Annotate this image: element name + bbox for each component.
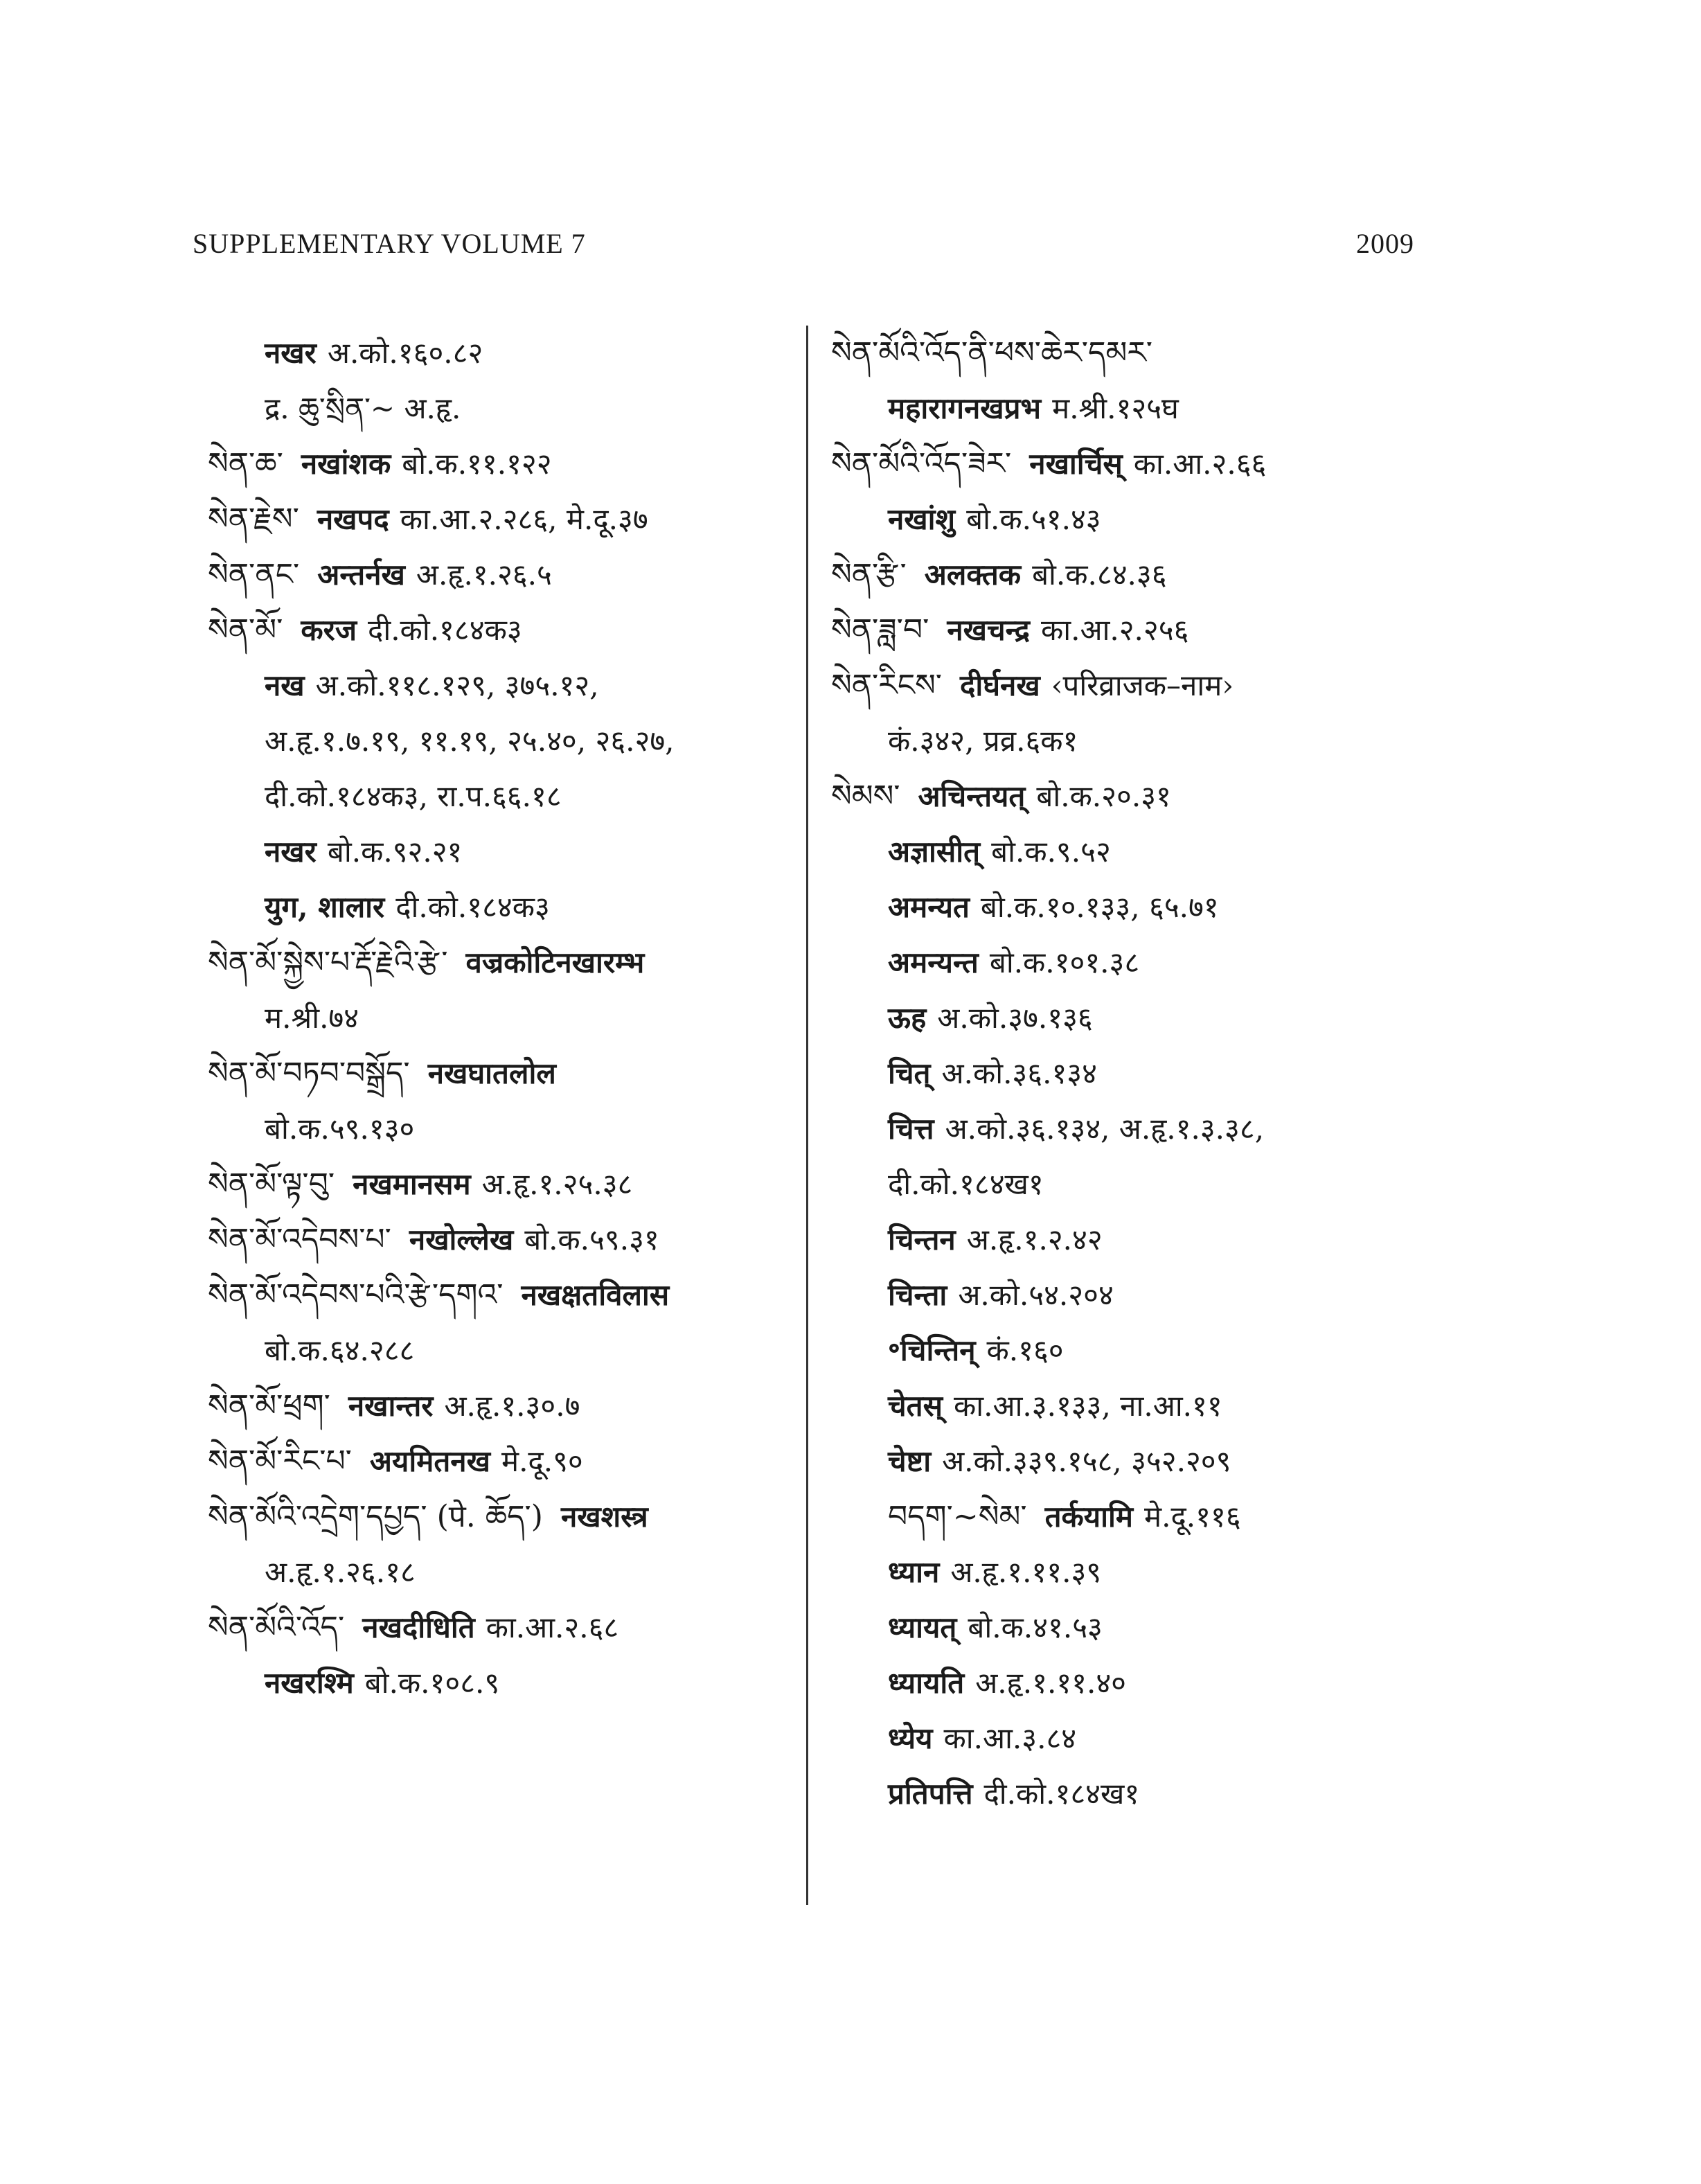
tibetan-term: སེན་མོ་ལྟ་བུ་ [208, 1166, 335, 1202]
dictionary-entry-line [208, 935, 817, 991]
source-reference: बो.क.४१.५३ [968, 1610, 1103, 1644]
source-reference: दी.को.१८४ख१ [983, 1777, 1140, 1811]
dictionary-entry-line [208, 381, 817, 436]
source-reference: अ.को.३६.१३४, अ.हृ.१.३.३८, [945, 1112, 1265, 1146]
source-reference: अ.हृ.१.११.४० [975, 1666, 1127, 1700]
sanskrit-headword: युग, शालार [265, 890, 385, 924]
source-reference: का.आ.३.१३३, ना.आ.११ [954, 1389, 1222, 1423]
dictionary-entry-line [208, 1157, 817, 1212]
sanskrit-headword: चित्त [888, 1112, 934, 1146]
source-reference: अ.हृ.१.३०.७ [444, 1389, 580, 1423]
tibetan-term: སེན་ཟླ་བ་ [831, 612, 929, 648]
sanskrit-headword: नखांशक [301, 447, 391, 481]
source-reference: मे.दू.९० [501, 1444, 583, 1478]
sanskrit-headword: दीर्घनख [960, 668, 1040, 702]
source-reference: बो.क.२०.३१ [1036, 779, 1171, 813]
tibetan-term: སེན་ཆ་ [208, 446, 283, 481]
dictionary-entry-line [831, 603, 1441, 658]
source-reference: अ.हृ.१.२.४२ [966, 1223, 1103, 1257]
source-reference: बो.क.१०१.३८ [989, 945, 1140, 979]
sanskrit-headword: अलक्तक [924, 558, 1022, 592]
sanskrit-headword: ध्येय [888, 1721, 933, 1755]
dictionary-entry-line [208, 1600, 817, 1655]
dictionary-entry-line [831, 1157, 1441, 1212]
dictionary-entry-line [208, 603, 817, 658]
sanskrit-headword: ॰चिन्तिन् [888, 1333, 976, 1367]
sanskrit-headword: अन्तर्नख [317, 558, 405, 592]
dictionary-entry-line [831, 1489, 1441, 1545]
source-reference: का.आ.२.२५६ [1040, 613, 1189, 647]
dictionary-entry-line [208, 436, 817, 492]
source-reference: अ.हृ.१.२६.१८ [265, 1555, 416, 1589]
sanskrit-headword: नखान्तर [348, 1389, 434, 1423]
sanskrit-headword: ध्यायति [888, 1666, 965, 1700]
dictionary-entry-line [831, 1323, 1441, 1378]
source-reference: अ.को.३६.१३४ [941, 1056, 1097, 1090]
dictionary-entry-line [831, 547, 1441, 603]
sanskrit-headword: नखघातलोल [427, 1056, 556, 1090]
dictionary-entry-line [208, 769, 817, 824]
source-reference: बो.क.१०.१३३, ६५.७१ [980, 890, 1219, 924]
left-column [208, 326, 817, 1711]
dictionary-entry-line [208, 658, 817, 713]
dictionary-entry-line [208, 326, 817, 381]
tibetan-term: བདག་~སེམ་ [888, 1499, 1027, 1534]
tibetan-term: སེན་རྩི་ [831, 557, 907, 592]
dictionary-entry-line [831, 880, 1441, 935]
tibetan-term: སེན་མོ་ཕྲག་ [208, 1388, 330, 1423]
tibetan-term: སེན་མོ་འདེབས་པའི་རྩེ་དགའ་ [208, 1277, 504, 1313]
source-reference: बो.क.११.१२२ [402, 447, 552, 481]
tibetan-term: སེན་མོ་རིང་པ་ [208, 1444, 352, 1479]
sanskrit-headword: ऊह [888, 1001, 927, 1035]
source-reference: बो.क.८४.३६ [1032, 558, 1167, 592]
dictionary-entry-line [208, 1378, 817, 1434]
dictionary-entry-line [208, 1434, 817, 1489]
sanskrit-headword: नखचन्द्र [947, 613, 1030, 647]
source-reference: अ.को.११८.१२९, ३७५.१२, [315, 668, 599, 702]
dictionary-entry-line [208, 991, 817, 1046]
source-reference: का.आ.२.६८ [486, 1610, 619, 1644]
tibetan-term: སེམས་ [831, 779, 900, 814]
sanskrit-headword: महारागनखप्रभ [888, 391, 1042, 425]
source-reference: दी.को.१८४ख१ [888, 1167, 1044, 1201]
source-reference: अ.हृ.१.२५.३८ [481, 1167, 633, 1201]
sanskrit-headword: प्रतिपत्ति [888, 1777, 973, 1811]
tibetan-term: སེན་མོ་འདེབས་པ་ [208, 1222, 391, 1257]
sanskrit-headword: अज्ञासीत् [888, 835, 981, 869]
tibetan-term: སེན་མོ་ [208, 612, 283, 648]
dictionary-entry-line [208, 1046, 817, 1101]
source-reference: बो.क.५१.४३ [966, 502, 1101, 536]
source-reference: कं.३४२, प्रव्र.६क१ [888, 724, 1078, 758]
dictionary-entry-line [831, 1268, 1441, 1323]
tibetan-term: སེན་ནང་ [208, 557, 300, 592]
sanskrit-headword: चेतस् [888, 1389, 943, 1423]
page-number: 2009 [1356, 228, 1414, 259]
dictionary-entry-line [831, 824, 1441, 880]
sanskrit-headword: नखदीधिति [362, 1610, 475, 1644]
source-reference: बो.क.५९.१३० [265, 1112, 415, 1146]
sanskrit-headword: अमन्यत [888, 890, 970, 924]
dictionary-entry-line [831, 1212, 1441, 1268]
dictionary-entry-line [208, 547, 817, 603]
sanskrit-headword: नखार्चिस् [1029, 447, 1123, 481]
sanskrit-headword: वज्रकोटिनखारम्भ [465, 945, 645, 979]
tibetan-term: སེན་མོ་སྐྱེས་པ་རྡོ་རྗེའི་རྩེ་ [208, 945, 448, 980]
sanskrit-headword: करज [301, 613, 357, 647]
source-reference: दी.को.१८४क३, रा.प.६६.१८ [265, 779, 562, 813]
dictionary-entry-line [208, 1268, 817, 1323]
dictionary-entry-line [831, 1101, 1441, 1157]
sanskrit-headword: अमन्यन्त [888, 945, 979, 979]
dictionary-entry-line [208, 1489, 817, 1545]
sanskrit-headword: चिन्ता [888, 1278, 947, 1312]
tibetan-term: སེན་མོའི་འོད་ [208, 1610, 345, 1645]
sanskrit-headword: अयमितनख [369, 1444, 490, 1478]
dictionary-entry-line [208, 713, 817, 769]
source-reference: अ.हृ.१.७.१९, ११.१९, २५.४०, २६.२७, [265, 724, 675, 758]
source-reference: अ.को.५४.२०४ [958, 1278, 1114, 1312]
sanskrit-headword: चित् [888, 1056, 931, 1090]
dictionary-entry-line [208, 1212, 817, 1268]
dictionary-entry-line [831, 1046, 1441, 1101]
dictionary-entry-line [208, 1101, 817, 1157]
sanskrit-headword: नखक्षतविलास [521, 1278, 670, 1312]
source-reference: का.आ.२.६६ [1133, 447, 1267, 481]
source-reference: बो.क.९.५२ [991, 835, 1111, 869]
source-reference: का.आ.२.२८६, मे.दू.३७ [400, 502, 648, 536]
dictionary-entry-line [831, 1434, 1441, 1489]
tibetan-term: སེན་མོ་བཏབ་བསྒྲོད་ [208, 1056, 410, 1091]
sanskrit-headword: नखांशु [888, 502, 956, 536]
sanskrit-headword: नख [265, 668, 305, 702]
source-reference: म.श्री.७४ [265, 1001, 359, 1035]
source-reference: कं.१६० [986, 1333, 1064, 1367]
source-reference: अ.हृ.१.२६.५ [416, 558, 552, 592]
tibetan-term: སེན་མོའི་འོད་ཟེར་ [831, 446, 1012, 481]
dictionary-entry-line [208, 824, 817, 880]
dictionary-entry-line [831, 492, 1441, 547]
sanskrit-headword: नखरश्मि [265, 1666, 354, 1700]
dictionary-entry-line [831, 935, 1441, 991]
sanskrit-headword: तर्कयामि [1044, 1500, 1134, 1534]
dictionary-entry-line [831, 1600, 1441, 1655]
dictionary-entry-line [831, 1711, 1441, 1766]
source-reference: अ.को.३७.१३६ [937, 1001, 1093, 1035]
dictionary-entry-line [831, 1378, 1441, 1434]
running-head-title: SUPPLEMENTARY VOLUME 7 [193, 228, 586, 259]
source-reference: दी.को.१८४क३ [368, 613, 522, 647]
sanskrit-headword: चिन्तन [888, 1223, 956, 1257]
dictionary-entry-line [831, 381, 1441, 436]
dictionary-entry-line [831, 769, 1441, 824]
source-reference: अ.हृ.१.११.३९ [950, 1555, 1102, 1589]
source-reference: अ.को.३३९.१५८, ३५२.२०९ [942, 1444, 1231, 1478]
dictionary-entry-line [831, 1545, 1441, 1600]
sanskrit-headword: चेष्टा [888, 1444, 932, 1478]
dictionary-entry-line [208, 1545, 817, 1600]
source-reference: ‹परिव्राजक–नाम› [1051, 668, 1234, 702]
sanskrit-headword: नखर [265, 336, 317, 370]
sanskrit-headword: नखशस्त्र [560, 1500, 648, 1534]
sanskrit-headword: नखपद [317, 502, 389, 536]
dictionary-entry-line [831, 436, 1441, 492]
source-reference: बो.क.९२.२१ [327, 835, 463, 869]
sanskrit-headword: नखमानसम [353, 1167, 471, 1201]
source-reference: का.आ.३.८४ [943, 1721, 1077, 1755]
tibetan-term: སེན་རྗེས་ [208, 501, 299, 537]
dictionary-entry-line [831, 658, 1441, 713]
dictionary-entry-line [208, 1655, 817, 1711]
source-reference: म.श्री.१२५घ [1052, 391, 1179, 425]
tibetan-term: སེན་མོའི་འོད་ནི་ཕས་ཆེར་དམར་ [831, 335, 1152, 371]
sanskrit-headword: ध्यायत् [888, 1610, 957, 1644]
source-reference: दी.को.१८४क३ [395, 890, 550, 924]
tibetan-term: སེན་རིངས་ [831, 668, 943, 703]
dictionary-entry-line [831, 991, 1441, 1046]
tibetan-term: སེན་མོའི་འདྲེག་དཔྱད་ (पे. ཆོད་) [208, 1499, 543, 1534]
source-reference: मे.दू.११६ [1144, 1500, 1241, 1534]
dictionary-entry-line [208, 1323, 817, 1378]
sanskrit-headword: अचिन्तयत् [918, 779, 1026, 813]
right-column [831, 326, 1441, 1822]
dictionary-entry-line [831, 1655, 1441, 1711]
source-reference: बो.क.५९.३१ [524, 1223, 659, 1257]
dictionary-entry-line [831, 713, 1441, 769]
column-divider [806, 326, 808, 1905]
dictionary-entry-line [208, 880, 817, 935]
source-reference: अ.को.१६०.८२ [327, 336, 483, 370]
sanskrit-headword: नखोल्लेख [409, 1223, 514, 1257]
sanskrit-headword: नखर [265, 835, 317, 869]
dictionary-entry-line [831, 326, 1441, 381]
source-reference: द्र. ཆུ་སྲིན་~ अ.हृ. [265, 391, 461, 425]
sanskrit-headword: ध्यान [888, 1555, 940, 1589]
source-reference: बो.क.१०८.९ [364, 1666, 500, 1700]
dictionary-entry-line [208, 492, 817, 547]
dictionary-entry-line [831, 1766, 1441, 1822]
source-reference: बो.क.६४.२८८ [265, 1333, 415, 1367]
